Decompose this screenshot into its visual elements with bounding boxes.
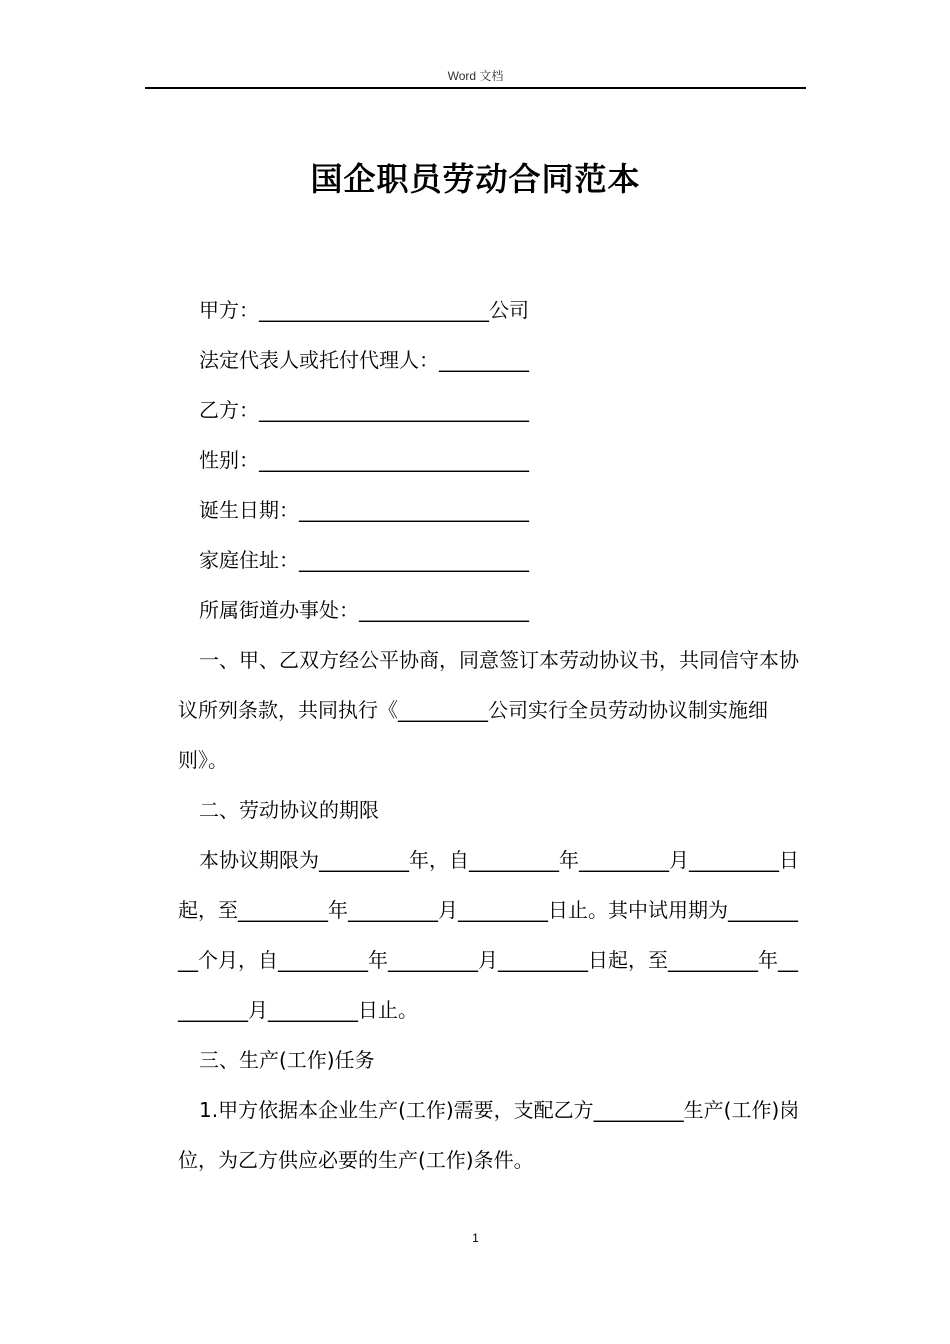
document-title: 国企职员劳动合同范本 [310,160,641,198]
paragraph-party-b: 乙方：___________________________ [199,398,529,422]
paragraph-section-3-heading: 三、生产(工作)任务 [199,1048,375,1072]
paragraph-contract-term: 本协议期限为_________年，自_________年_________月_________日起，至_________年_________月_________日止。其中试用期为_________个月，自_________年_________月_________日起，至_________年_________月_________日止。 [178,848,799,1022]
paragraph-home-address: 家庭住址：_______________________ [199,548,529,572]
paragraph-task-1: 1.甲方依据本企业生产(工作)需要，支配乙方_________生产(工作)岗位，为乙方供应必要的生产(工作)条件。 [178,1098,800,1172]
document-body [178,285,804,1185]
header-rule [145,87,806,89]
paragraph-party-a: 甲方：_______________________公司 [199,298,529,322]
paragraph-gender: 性别：___________________________ [199,448,529,472]
page-header: Word 文档 [447,69,504,83]
paragraph-legal-representative: 法定代表人或托付代理人：_________ [199,348,529,372]
paragraph-section-2-heading: 二、劳动协议的期限 [199,798,379,822]
paragraph-section-1: 一、甲、乙双方经公平协商，同意签订本劳动协议书，共同信守本协议所列条款，共同执行《_________公司实行全员劳动协议制实施细则》。 [178,648,799,772]
paragraph-birth-date: 诞生日期：_______________________ [199,498,529,522]
paragraph-street-office: 所属街道办事处：_________________ [199,598,529,622]
page-number: 1 [472,1231,479,1245]
